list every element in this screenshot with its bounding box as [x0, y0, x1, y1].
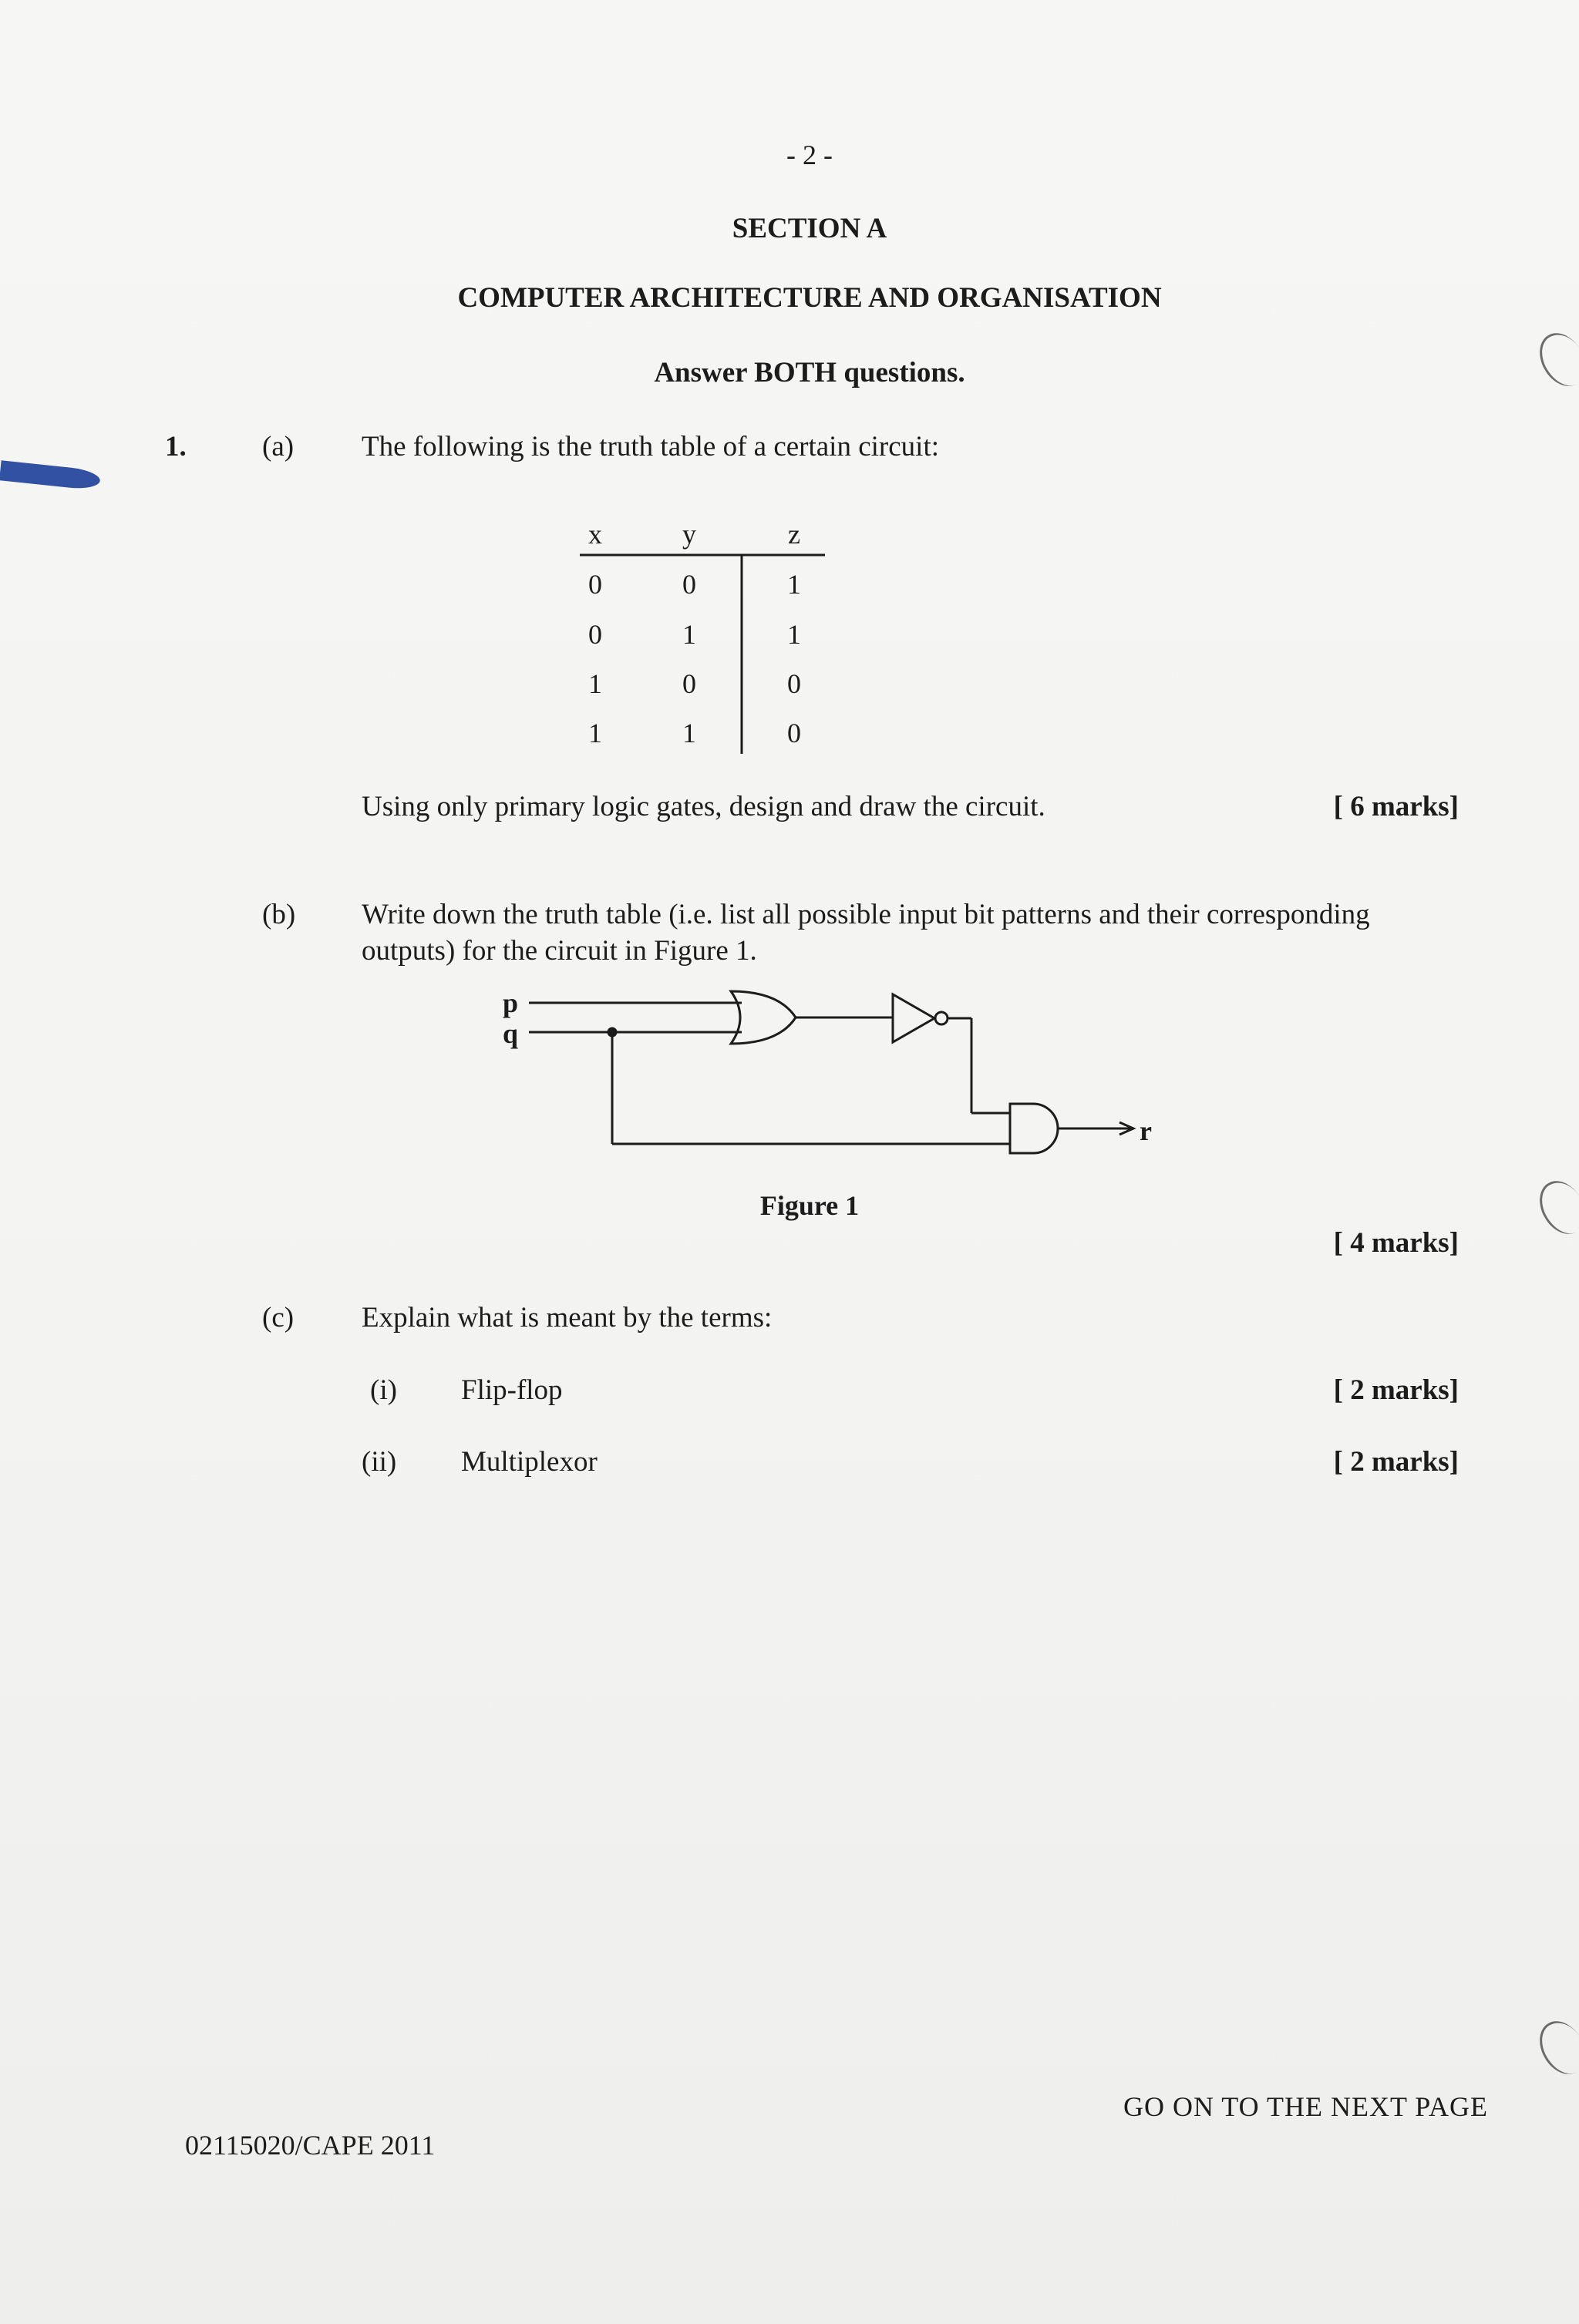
- input-label-q: q: [503, 1018, 519, 1049]
- part-c-i-marks: [ 2 marks]: [1333, 1374, 1459, 1406]
- part-c-i-label: (i): [370, 1374, 397, 1406]
- part-b-text-line2: outputs) for the circuit in Figure 1.: [362, 935, 757, 967]
- part-a-marks: [ 6 marks]: [1333, 791, 1459, 822]
- part-b-label: (b): [262, 899, 296, 930]
- truth-table-cell: 1: [588, 668, 602, 699]
- figure-caption: Figure 1: [759, 1190, 860, 1221]
- instruction-text: Answer BOTH questions.: [654, 357, 965, 388]
- truth-table-header-z: z: [788, 519, 800, 550]
- part-c-ii-label: (ii): [362, 1446, 397, 1478]
- not-gate: [893, 994, 934, 1042]
- part-c-ii-marks: [ 2 marks]: [1333, 1446, 1459, 1478]
- input-label-p: p: [503, 987, 519, 1018]
- part-a-text: The following is the truth table of a certain circuit:: [362, 431, 939, 462]
- question-number: 1.: [165, 431, 187, 462]
- part-b-text-line1: Write down the truth table (i.e. list all possible input bit patterns and their corresponding: [362, 899, 1370, 930]
- truth-table-header-y: y: [682, 519, 696, 550]
- part-c-text: Explain what is meant by the terms:: [362, 1302, 773, 1334]
- truth-table-header-x: x: [588, 519, 602, 550]
- or-gate: [731, 991, 796, 1044]
- part-a-label: (a): [262, 431, 295, 462]
- subject-heading: COMPUTER ARCHITECTURE AND ORGANISATION: [457, 282, 1162, 314]
- truth-table-cell: 0: [588, 569, 602, 600]
- truth-table-cell: 0: [682, 668, 696, 699]
- part-c-label: (c): [262, 1302, 295, 1334]
- next-page-notice: GO ON TO THE NEXT PAGE: [1123, 2091, 1488, 2122]
- part-c-ii-term: Multiplexor: [461, 1446, 598, 1478]
- and-gate: [1010, 1104, 1058, 1153]
- part-a-task: Using only primary logic gates, design and draw the circuit.: [362, 791, 1045, 822]
- output-label-r: r: [1140, 1115, 1152, 1146]
- truth-table-cell: 0: [682, 569, 696, 600]
- paper-code: 02115020/CAPE 2011: [185, 2130, 436, 2161]
- part-c-i-term: Flip-flop: [461, 1374, 563, 1406]
- truth-table-cell: 1: [588, 718, 602, 748]
- truth-table-cell: 1: [682, 718, 696, 748]
- truth-table-cell: 0: [787, 668, 801, 699]
- truth-table-cell: 1: [787, 619, 801, 650]
- section-heading: SECTION A: [732, 213, 887, 244]
- truth-table-cell: 1: [682, 619, 696, 650]
- truth-table-cell: 1: [787, 569, 801, 600]
- not-gate-bubble: [935, 1012, 948, 1024]
- truth-table-cell: 0: [588, 619, 602, 650]
- truth-table-cell: 0: [787, 718, 801, 748]
- page-number: - 2 -: [786, 140, 833, 170]
- part-b-marks: [ 4 marks]: [1333, 1227, 1459, 1259]
